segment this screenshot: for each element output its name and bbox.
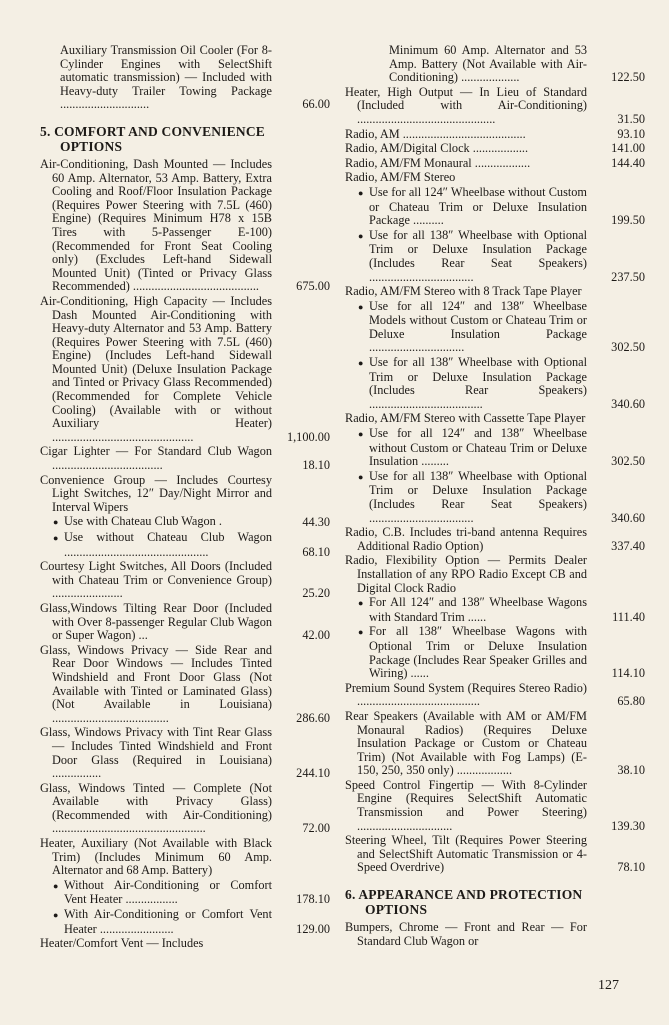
option-price: 93.10 [617,126,645,141]
option-price: 129.00 [296,921,330,936]
option-entry [40,879,330,907]
option-price: 675.00 [296,279,330,294]
option-price: 78.10 [617,860,645,875]
option-price: 111.40 [612,609,645,624]
page-number: 127 [598,978,619,993]
option-entry [40,908,330,936]
option-entry [40,560,330,601]
option-price: 199.50 [611,213,645,228]
option-description [40,531,272,559]
option-entry [345,186,645,228]
option-text: Use with Chateau Club Wagon . [64,514,222,529]
option-description [40,515,272,530]
bullet-icon: ● [358,301,364,312]
option-text: Use for all 124″ Wheelbase without Custom or Chateau Trim or Deluxe Insulation Package .......... [369,184,587,228]
option-entry [40,158,330,294]
option-entry [40,515,330,530]
option-entry [40,644,330,726]
option-entry [345,412,645,426]
option-entry [345,470,645,525]
option-description: Heater/Comfort Vent — Includes [40,936,204,951]
option-entry [345,86,645,127]
option-text: For All 124″ and 138″ Wheelbase Wagons with Standard Trim ...... [369,595,587,624]
option-entry [40,837,330,878]
option-price: 139.30 [611,818,645,833]
bullet-icon: ● [358,598,364,609]
option-text: Use for all 138″ Wheelbase with Optional Trim or Deluxe Insulation Package (Includes Rear Speakers) ..................................... [369,355,587,411]
option-description: Radio, AM ........................................ [345,126,526,141]
option-description [345,186,587,228]
option-entry [345,128,645,142]
option-description: Speed Control Fingertip — With 8-Cylinder Engine (Requires SelectShift Automatic Transmission and Power Steering) ............................... [345,777,587,833]
left-column [40,44,330,952]
option-price: 178.10 [296,892,330,907]
option-description: Minimum 60 Amp. Alternator and 53 Amp. Battery (Not Available with Air-Conditioning) ................... [389,43,587,85]
option-entry [345,554,645,595]
option-description [345,229,587,284]
option-entry [345,596,645,624]
option-description [345,356,587,411]
option-entry [40,295,330,445]
option-entry [345,682,645,709]
option-description [40,908,272,936]
option-price: 44.30 [302,515,330,530]
option-description: Glass, Windows Privacy with Tint Rear Glass — Includes Tinted Windshield and Front Door Glass (Required in Louisiana) ................ [40,725,272,781]
option-text: For all 138″ Wheelbase Wagons with Optional Trim or Deluxe Insulation Package (Includes Rear Speaker Grilles and Wiring) ...... [369,624,587,681]
option-price: 302.50 [611,454,645,469]
bullet-icon: ● [53,517,59,528]
option-entry [345,285,645,299]
option-entry [40,602,330,643]
option-entry [40,726,330,780]
option-description: Heater, Auxiliary (Not Available with Black Trim) (Includes Minimum 60 Amp. Alternator and 68 Amp. Battery) [40,836,272,878]
option-description: Glass, Windows Privacy — Side Rear and Rear Door Windows — Includes Tinted Windshield and Front Door Glass (Not Available with Tinted or Laminated Glass) (Not Available in Louisiana) ...................................... [40,642,272,725]
option-price: 244.10 [296,766,330,781]
option-description: Radio, AM/FM Stereo [345,170,456,185]
option-description [345,596,587,624]
option-text: Use for all 138″ Wheelbase with Optional Trim or Deluxe Insulation Package (Includes Rear Seat Speakers) .................................. [369,227,587,284]
option-price: 38.10 [617,763,645,778]
option-description: Radio, C.B. Includes tri-band antenna Requires Additional Radio Option) [345,525,587,553]
option-description: Cigar Lighter — For Standard Club Wagon .................................... [40,444,272,473]
option-price: 65.80 [617,694,645,709]
option-price: 122.50 [611,70,645,85]
option-entry [40,445,330,472]
section-heading: 5. COMFORT AND CONVENIENCE OPTIONS [40,123,265,154]
option-description: Air-Conditioning, High Capacity — Includes Dash Mounted Air-Conditioning with Heavy-duty Alternator and 53 Amp. Battery (Requires Power Steering with 7.5L (460) Engine) (Includes Left-hand Sidewall Mounted Unit) (Deluxe Insulation Package and Tinted or Privacy Glass Recommended) (Recommended for Complete Vehicle Cooling) (Available with or without Auxiliary Heater) .............................................. [40,293,272,444]
option-entry [40,531,330,559]
option-description: Heater, High Output — In Lieu of Standard (Included with Air-Conditioning) ............................................. [345,84,587,126]
option-price: 25.20 [302,586,330,601]
option-description [40,879,272,907]
option-entry [345,171,645,185]
option-description: Glass, Windows Tinted — Complete (Not Available with Privacy Glass) (Recommended with Air-Conditioning) .................................................. [40,780,272,836]
option-description: Steering Wheel, Tilt (Requires Power Steering and SelectShift Automatic Transmission or 4-Speed Overdrive) [345,833,587,875]
option-text: Use for all 124″ and 138″ Wheelbase without Custom or Chateau Trim or Deluxe Insulation ......... [369,426,587,469]
bullet-icon: ● [358,187,364,198]
option-entry [40,782,330,836]
option-entry [345,157,645,171]
option-description: Radio, AM/FM Stereo with Cassette Tape Player [345,411,586,426]
option-entry [345,526,645,553]
option-description: Auxiliary Transmission Oil Cooler (For 8-Cylinder Engines with SelectShift automatic transmission) — Included with Heavy-duty Trailer Towing Package ............................. [60,43,272,112]
option-entry [345,779,645,833]
option-description [345,625,587,680]
option-price: 18.10 [302,458,330,473]
option-description: Air-Conditioning, Dash Mounted — Includes 60 Amp. Alternator, 53 Amp. Battery, Extra Cooling and Roof/Floor Insulation Package (Requires Power Steering with 7.5L (460) Engine) (Requires Minimum H78 x 15B Tires with 5-Passenger E-100) (Recommended for Front Seat Cooling only) (Excludes Left-hand Sidewall Mounted Unit) (Tinted or Privacy Glass Recommended) ......................................... [40,156,272,294]
option-description [345,470,587,525]
option-entry [345,834,645,875]
bullet-icon: ● [53,910,59,921]
option-price: 337.40 [611,538,645,553]
option-description: Glass,Windows Tilting Rear Door (Included with Over 8-passenger Regular Club Wagon or Super Wagon) ... [40,600,272,643]
option-entry [40,474,330,515]
bullet-icon: ● [358,471,364,482]
option-entry [345,356,645,411]
option-price: 340.60 [611,510,645,525]
option-description: Radio, Flexibility Option — Permits Dealer Installation of any RPO Radio Except CB and Digital Clock Radio [345,553,587,595]
option-entry [40,937,330,951]
option-description: Rear Speakers (Available with AM or AM/FM Monaural Radios) (Requires Deluxe Insulation Package or Custom or Chateau Trim) (Not Available with Fog Lamps) (E-150, 250, 350 only) .................. [345,708,587,778]
option-entry [345,142,645,156]
option-price: 340.60 [611,396,645,411]
option-description [345,427,587,469]
option-entry [345,710,645,778]
right-column [345,44,645,949]
bullet-icon: ● [358,358,364,369]
option-text: Use for all 138″ Wheelbase with Optional Trim or Deluxe Insulation Package (Includes Rear Seat Speakers) .................................. [369,468,587,525]
option-description [345,300,587,355]
option-entry [345,625,645,680]
option-description: Radio, AM/FM Stereo with 8 Track Tape Player [345,284,582,299]
option-description: Radio, AM/Digital Clock .................. [345,141,529,156]
option-entry [345,921,645,948]
option-price: 114.10 [611,666,645,681]
option-price: 66.00 [302,97,330,112]
option-price: 144.40 [611,155,645,170]
option-text: With Air-Conditioning or Comfort Vent Heater ........................ [64,907,272,936]
option-price: 68.10 [302,544,330,559]
bullet-icon: ● [358,230,364,241]
option-text: Use for all 124″ and 138″ Wheelbase Models without Custom or Chateau Trim or Deluxe Insulation Package ............................... [369,298,587,355]
section-heading: 6. APPEARANCE AND PROTECTION OPTIONS [345,887,583,918]
option-description: Premium Sound System (Requires Stereo Radio) ........................................ [345,680,587,709]
option-price: 42.00 [302,628,330,643]
option-entry [40,44,330,112]
bullet-icon: ● [358,429,364,440]
bullet-icon: ● [358,627,364,638]
option-price: 237.50 [611,269,645,284]
option-description: Courtesy Light Switches, All Doors (Included with Chateau Trim or Convenience Group) ....................... [40,559,272,601]
option-price: 302.50 [611,340,645,355]
option-description: Convenience Group — Includes Courtesy Light Switches, 12″ Day/Night Mirror and Interval Wipers [40,472,272,514]
option-price: 1,100.00 [286,429,330,444]
option-price: 31.50 [617,111,645,126]
option-entry [345,427,645,469]
option-price: 286.60 [296,710,330,725]
option-description: Bumpers, Chrome — Front and Rear — For Standard Club Wagon or [345,920,587,948]
option-entry [345,300,645,355]
option-text: Without Air-Conditioning or Comfort Vent Heater ................. [64,877,272,907]
bullet-icon: ● [53,880,59,891]
option-description: Radio, AM/FM Monaural .................. [345,155,531,170]
option-text: Use without Chateau Club Wagon ............................................... [64,530,272,559]
option-entry [345,229,645,284]
option-price: 141.00 [611,141,645,156]
option-entry [345,44,645,85]
bullet-icon: ● [53,533,59,543]
option-price: 72.00 [302,821,330,836]
